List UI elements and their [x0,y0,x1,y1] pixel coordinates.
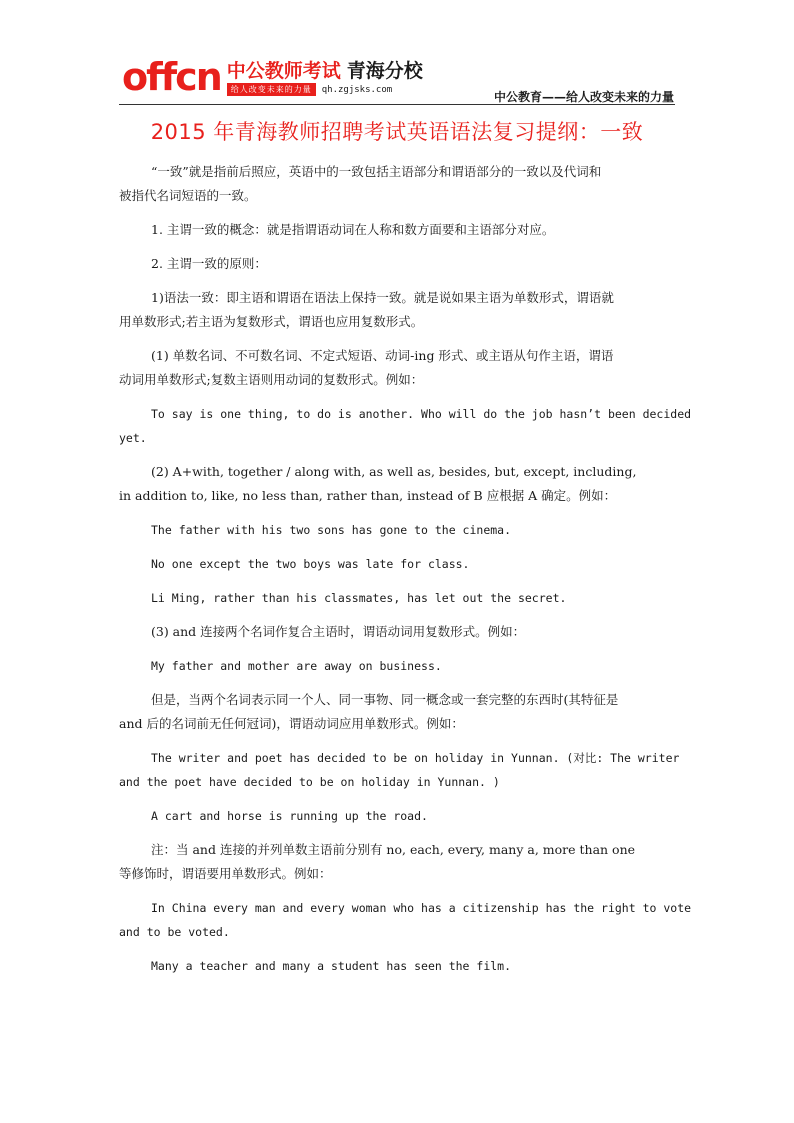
brand-branch: 青海分校 [346,60,423,82]
paragraph-line: 1)语法一致：即主语和谓语在语法上保持一致。就是说如果主语为单数形式，谓语就 [151,290,614,305]
paragraph-line: The writer and poet has decided to be on holiday in Yunnan. (对比: The writer [151,751,680,765]
paragraph-line: 被指代名词短语的一致。 [119,188,257,203]
paragraph [119,954,699,978]
paragraph [119,552,699,576]
paragraph-line: 动词用单数形式;复数主语则用动词的复数形式。例如： [119,372,424,387]
paragraph-line: and the poet have decided to be on holiday in Yunnan. ) [119,775,500,789]
paragraph [119,286,699,334]
paragraph-line: (3) and 连接两个名词作复合主语时，谓语动词用复数形式。例如： [151,624,526,639]
paragraph-line: No one except the two boys was late for class. [151,557,470,571]
paragraph [119,402,699,450]
paragraph [119,838,699,886]
paragraph [119,896,699,944]
paragraph [119,460,699,508]
paragraph-line: yet. [119,431,147,445]
paragraph-line: My father and mother are away on business. [151,659,442,673]
paragraph-line: In China every man and every woman who has a citizenship has the right to vote [151,901,692,915]
paragraph-line: (1) 单数名词、不可数名词、不定式短语、动词-ing 形式、或主语从句作主语，谓语 [151,348,614,363]
paragraph-line: The father with his two sons has gone to the cinema. [151,523,512,537]
header-tagline: 中公教育——给人改变未来的力量 [493,90,674,104]
paragraph-line: “一致”就是指前后照应，英语中的一致包括主语部分和谓语部分的一致以及代词和 [151,164,602,179]
paragraph-line: 但是，当两个名词表示同一个人、同一事物、同一概念或一套完整的东西时(其特征是 [151,692,619,707]
paragraph [119,804,699,828]
paragraph [119,654,699,678]
document-body [119,160,699,988]
paragraph [119,518,699,542]
logo-mark: offcn [122,55,221,99]
paragraph [119,688,699,736]
page-header [0,0,794,110]
paragraph-line: 等修饰时，谓语要用单数形式。例如： [119,866,332,881]
paragraph [119,252,699,276]
paragraph-line: and 后的名词前无任何冠词)，谓语动词应用单数形式。例如： [119,716,464,731]
paragraph [119,344,699,392]
paragraph [119,218,699,242]
brand-name: 中公教师考试 [226,60,341,82]
paragraph-line: (2) A+with, together / along with, as well as, besides, but, except, including, [151,464,637,479]
paragraph [119,160,699,208]
paragraph-line: Many a teacher and many a student has seen the film. [151,959,512,973]
paragraph [119,746,699,794]
header-divider [119,104,675,105]
paragraph-line: and to be voted. [119,925,230,939]
paragraph-line: Li Ming, rather than his classmates, has let out the secret. [151,591,567,605]
paragraph-line: 2. 主谓一致的原则： [151,256,267,271]
paragraph-line: 用单数形式;若主语为复数形式，谓语也应用复数形式。 [119,314,424,329]
paragraph-line: 1. 主谓一致的概念：就是指谓语动词在人称和数方面要和主语部分对应。 [151,222,555,237]
site-url: qh.zgjsks.com [321,84,393,95]
paragraph [119,620,699,644]
paragraph [119,586,699,610]
paragraph-line: To say is one thing, to do is another. Who will do the job hasn’t been decided [151,407,692,421]
logo-text [227,60,423,96]
paragraph-line: 注：当 and 连接的并列单数主语前分别有 no, each, every, many a, more than one [151,842,636,857]
logo-slogan: 给人改变未来的力量 [227,83,316,96]
paragraph-line: in addition to, like, no less than, rather than, instead of B 应根据 A 确定。例如： [119,488,617,503]
document-title: 2015 年青海教师招聘考试英语语法复习提纲：一致 [150,120,644,144]
paragraph-line: A cart and horse is running up the road. [151,809,428,823]
offcn-logo [122,55,423,99]
